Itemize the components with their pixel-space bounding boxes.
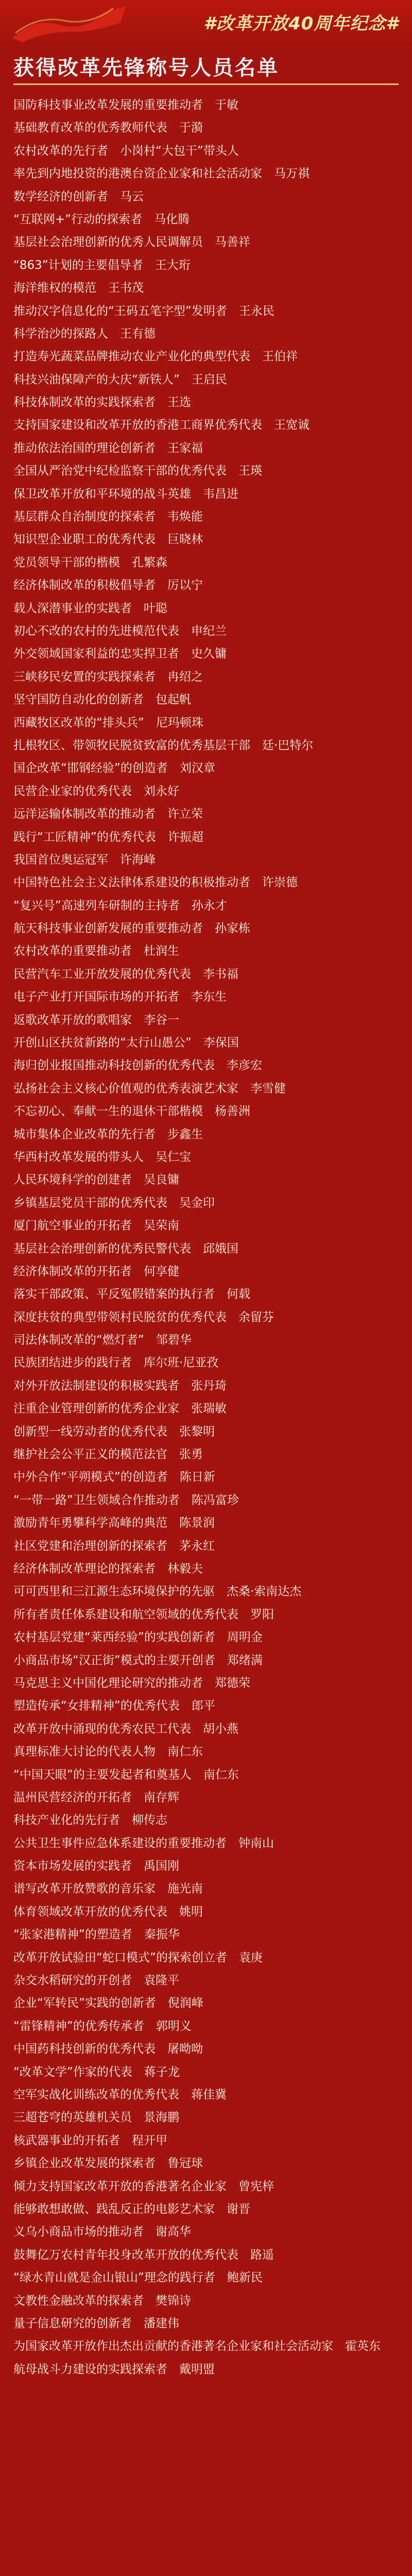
- honoree-item: 基础教育改革的优秀教师代表 于漪: [13, 121, 203, 135]
- honoree-item: 中国药科技创新的优秀代表 屠呦呦: [13, 2042, 203, 2056]
- honoree-item: 华西村改革发展的带头人 吴仁宝: [13, 1150, 191, 1164]
- honoree-item: 海洋维权的模范 王书茂: [13, 281, 144, 295]
- honoree-item: 航天科技事业创新发展的重要推动者 孙家栋: [13, 922, 250, 936]
- honoree-item: 不忘初心、奉献一生的退休干部楷模 杨善洲: [13, 1105, 250, 1118]
- honoree-item: 国企改革“邯钢经验”的创造者 刘汉章: [13, 761, 215, 775]
- honoree-item: 公共卫生事件应急体系建设的重要推动者 钟南山: [13, 1836, 274, 1850]
- honoree-item: 中国特色社会主义法律体系建设的积极推动者 许崇德: [13, 876, 298, 890]
- honoree-item: 企业“军转民”实践的创新者 倪润峰: [13, 1996, 203, 2010]
- honoree-item: 开创山区扶贫新路的“太行山愚公” 李保国: [13, 1036, 239, 1050]
- honoree-item: 量子信息研究的创新者 潘建伟: [13, 2316, 179, 2330]
- honoree-item: 外交领域国家利益的忠实捍卫者 史久镛: [13, 647, 227, 661]
- honoree-item: 海归创业报国推动科技创新的优秀代表 李彦宏: [13, 1059, 262, 1073]
- honoree-item: 知识型企业职工的优秀代表 巨晓林: [13, 533, 203, 547]
- honoree-item: 塑造传承“女排精神”的优秀代表 郎平: [13, 1699, 215, 1713]
- honoree-item: 资本市场发展的实践者 禹国刚: [13, 1859, 179, 1873]
- honoree-item: 经济体制改革的积极倡导者 厉以宁: [13, 579, 203, 592]
- honoree-item: 弘扬社会主义核心价值观的优秀表演艺术家 李雪健: [13, 1081, 286, 1095]
- honoree-item: 初心不改的农村的先进模范代表 申纪兰: [13, 624, 227, 638]
- honoree-item: 坚守国防自动化的创新者 包起帆: [13, 693, 191, 707]
- honoree-item: 全国从严治党中纪检监察干部的优秀代表 王瑛: [13, 464, 262, 478]
- honoree-item: 为国家改革开放作出杰出贡献的香港著名企业家和社会活动家 霍英东: [13, 2340, 381, 2353]
- page-title: 获得改革先锋称号人员名单: [13, 56, 279, 80]
- honoree-item: 民营企业家的优秀代表 刘永好: [13, 784, 179, 798]
- honoree-item: 体育领域改革开放的优秀代表 姚明: [13, 1905, 203, 1919]
- honoree-item: 改革开放试验田“蛇口模式”的探索创立者 袁庚: [13, 1951, 263, 1964]
- honoree-item: 三超苍穹的英雄机关员 景海鹏: [13, 2111, 179, 2125]
- honoree-item: 国防科技事业改革发展的重要推动者 于敏: [13, 98, 238, 112]
- honoree-item: 改革开放中涌现的优秀农民工代表 胡小燕: [13, 1722, 238, 1736]
- honoree-item: 经济体制改革的开拓者 何享健: [13, 1264, 179, 1278]
- honoree-item: 农村改革的重要推动者 杜润生: [13, 944, 179, 958]
- honoree-item: 载人深潜事业的实践者 叶聪: [13, 601, 167, 615]
- honoree-item: 文教性金融改革的探索者 樊锦诗: [13, 2294, 191, 2308]
- honoree-item: 民营汽车工业开放发展的优秀代表 李书福: [13, 967, 238, 981]
- honoree-item: 保卫改革开放和平环境的战斗英雄 韦昌进: [13, 487, 238, 501]
- honoree-item: 践行“工匠精神”的优秀代表 许振超: [13, 830, 203, 844]
- honoree-item: 党员领导干部的楷模 孔繁森: [13, 555, 167, 569]
- honoree-item: 数学经济的创新者 马云: [13, 190, 144, 204]
- honoree-item: 厦门航空事业的开拓者 吴荣南: [13, 1219, 179, 1233]
- honoree-item: 科学治沙的探路人 王有德: [13, 327, 156, 341]
- honoree-item: 注重企业管理创新的优秀企业家 张瑞敏: [13, 1402, 227, 1416]
- honoree-item: 继护社会公平正义的模范法官 张勇: [13, 1448, 203, 1462]
- honoree-item: 城市集体企业改革的先行者 步鑫生: [13, 1127, 203, 1141]
- red-flag-ribbon-icon: [12, 2, 126, 42]
- header-banner: [0, 0, 412, 45]
- honoree-item: 深度扶贫的典型带领村民脱贫的优秀代表 余留芬: [13, 1310, 274, 1324]
- honoree-item: 西藏牧区改革的“排头兵” 尼玛顿珠: [13, 716, 203, 730]
- honoree-item: 义乌小商品市场的推动者 谢高华: [13, 2225, 191, 2239]
- honoree-item: “复兴号”高速列车研制的主持者 孙永才: [13, 899, 227, 912]
- honoree-item: 我国首位奥运冠军 许海峰: [13, 853, 156, 867]
- honoree-item: 能够敢想敢做、践乱反正的电影艺术家 谢晋: [13, 2202, 250, 2216]
- honoree-item: 科技体制改革的实践探索者 王选: [13, 396, 191, 410]
- honoree-item: “互联网+”行动的探索者 马化腾: [13, 212, 190, 226]
- honoree-item: 空军实战化训练改革的优秀代表 蒋佳冀: [13, 2088, 227, 2102]
- honoree-item: 温州民营经济的开拓者 南存辉: [13, 1790, 179, 1804]
- honoree-item: 司法体制改革的“燃灯者” 邹碧华: [13, 1333, 192, 1347]
- honoree-item: “中国天眼”的主要发起者和奠基人 南仁东: [13, 1768, 239, 1782]
- honoree-item: 科技产业化的先行者 柳传志: [13, 1814, 167, 1827]
- honoree-item: 推动汉字信息化的“王码五笔字型”发明者 王永民: [13, 304, 274, 318]
- honoree-item: 三峡移民安置的实践探索者 冉绍之: [13, 670, 203, 684]
- honoree-item: 打造寿光蔬菜品牌推动农业产业化的典型代表 王伯祥: [13, 350, 298, 364]
- honoree-item: 真理标准大讨论的代表人物 南仁东: [13, 1745, 203, 1759]
- honoree-item: 落实干部政策、平反冤假错案的执行者 何载: [13, 1287, 250, 1301]
- honoree-item: 中外合作“平朔模式”的创造者 陈日新: [13, 1470, 215, 1484]
- honoree-item: 民族团结进步的践行者 库尔班·尼亚孜: [13, 1356, 219, 1370]
- honoree-item: 乡镇基层党员干部的优秀代表 吴金印: [13, 1196, 215, 1210]
- honoree-item: 扎根牧区、带领牧民脱贫致富的优秀基层干部 廷·巴特尔: [13, 738, 314, 752]
- honoree-item: 激励青年勇攀科学高峰的典范 陈景润: [13, 1516, 215, 1530]
- honoree-item: “绿水青山就是金山银山”理念的践行者 鲍新民: [13, 2271, 263, 2285]
- honoree-item: “改革文学”作家的代表 蒋子龙: [13, 2065, 180, 2079]
- honoree-list: [13, 94, 405, 2381]
- honoree-item: 小商品市场“汉正街”模式的主要开创者 郑绪满: [13, 1653, 263, 1667]
- honoree-item: 人民环境科学的创建者 吴良镛: [13, 1173, 179, 1187]
- honoree-item: 对外开放法制建设的积极实践者 张丹琦: [13, 1379, 227, 1393]
- honoree-item: 经济体制改革理论的探索者 林毅夫: [13, 1562, 203, 1575]
- honoree-item: 电子产业打开国际市场的开拓者 李东生: [13, 990, 227, 1004]
- honoree-item: 乡镇企业改革发展的探索者 鲁冠球: [13, 2157, 203, 2171]
- honoree-item: 可可西里和三江源生态环境保护的先驱 杰桑·索南达杰: [13, 1585, 302, 1599]
- honoree-item: 谱写改革开放赞歌的音乐家 施光南: [13, 1882, 203, 1896]
- honoree-item: “一带一路”卫生领域合作推动者 陈冯富珍: [13, 1493, 239, 1507]
- honoree-item: 率先到内地投资的港澳台资企业家和社会活动家 马万祺: [13, 167, 310, 181]
- honoree-item: 农村基层党建“莱西经验”的实践创新者 周明金: [13, 1631, 263, 1645]
- honoree-item: 鼓舞亿万农村青年投身改革开放的优秀代表 路遥: [13, 2248, 274, 2262]
- honoree-item: 返歌改革开放的歌唱家 李谷一: [13, 1013, 179, 1027]
- honoree-item: “863”计划的主要倡导者 王大珩: [13, 258, 191, 272]
- honoree-item: 杂交水稻研究的开创者 袁隆平: [13, 1974, 179, 1988]
- honoree-item: 科技兴油保障产的大庆“新铁人” 王启民: [13, 372, 227, 386]
- honoree-item: 支持国家建设和改革开放的香港工商界优秀代表 王宽诚: [13, 418, 310, 432]
- anniversary-tag: #改革开放40周年纪念#: [203, 13, 399, 34]
- title-divider: [13, 83, 399, 85]
- honoree-item: 基层群众自治制度的探索者 韦焕能: [13, 510, 203, 524]
- honoree-item: 核武器事业的开拓者 程开甲: [13, 2133, 167, 2147]
- honoree-item: “张家港精神”的塑造者 秦振华: [13, 1928, 180, 1942]
- honoree-item: 所有者责任体系建设和航空领域的优秀代表 罗阳: [13, 1607, 274, 1621]
- honoree-item: “雷锋精神”的优秀传承者 郭明义: [13, 2019, 192, 2033]
- honoree-item: 推动依法治国的理论创新者 王家福: [13, 441, 203, 455]
- honoree-item: 创新型一线劳动者的优秀代表 张黎明: [13, 1425, 215, 1438]
- honoree-item: 基层社会治理创新的优秀民警代表 邱娥国: [13, 1242, 238, 1256]
- honoree-item: 基层社会治理创新的优秀人民调解员 马善祥: [13, 235, 250, 249]
- honoree-item: 马克思主义中国化理论研究的推动者 郑德荣: [13, 1676, 250, 1690]
- honoree-item: 社区党建和治理创新的探索者 茅永红: [13, 1539, 215, 1553]
- honoree-item: 农村改革的先行者 小岗村“大包干”带头人: [13, 144, 239, 158]
- honoree-item: 远洋运输体制改革的推动者 许立荣: [13, 807, 203, 821]
- honoree-item: 倾力支持国家改革开放的香港著名企业家 曾宪梓: [13, 2179, 274, 2193]
- honoree-item: 航母战斗力建设的实践探索者 戴明盟: [13, 2362, 215, 2376]
